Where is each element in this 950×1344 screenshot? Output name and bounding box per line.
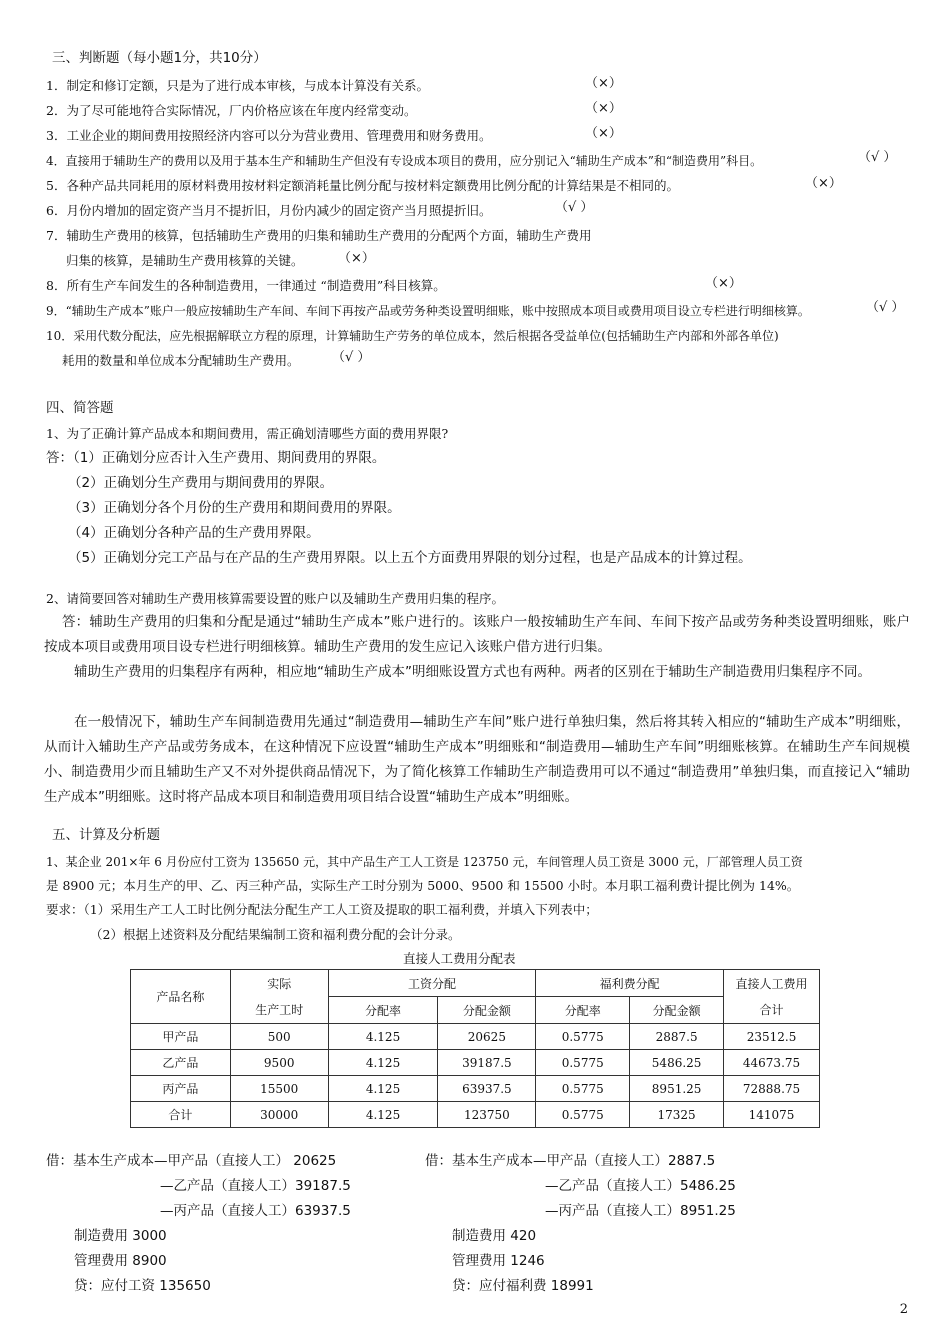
calc-requirement-2: （2）根据上述资料及分配结果编制工资和福利费分配的会计分录。 bbox=[90, 927, 461, 942]
answer2-paragraph-3: 在一般情况下，辅助生产车间制造费用先通过“制造费用—辅助生产车间”账户进行单独归集，然后将其转入相应的“辅助生产成本”明细账，从而计入辅助生产产品或劳务成本，在这种情况下应设置“辅助生产成本”明细账和“制造费用—辅助生产车间”明细账核算。在辅助生产车间规模小、制造费用少而且辅助生产又不对外提供商品情况下，为了简化核算工作辅助生产制造费用可以不通过“制造费用”单独归集，而直接记入“辅助生产成本”明细账。这时将产品成本项目和制造费用项目结合设置“辅助生产成本”明细账。 bbox=[44, 714, 910, 805]
judge-item-9: 9．“辅助生产成本”账户一般应按辅助生产车间、车间下再按产品或劳务种类设置明细账，账中按照成本项目或费用项目设立专栏进行明细核算。 bbox=[46, 304, 810, 318]
cell-total: 141075 bbox=[724, 1102, 820, 1128]
header-welfare-distribution: 福利费分配 bbox=[536, 970, 724, 997]
journal-right-6: 贷：应付福利费 18991 bbox=[452, 1278, 594, 1294]
judge-mark-8: （×） bbox=[705, 276, 742, 291]
judge-mark-9: （√ ） bbox=[866, 300, 905, 315]
calc-problem-line-2: 是 8900 元；本月生产的甲、乙、丙三种产品，实际生产工时分别为 5000、9500 和 15500 小时。本月职工福利费计提比例为 14%。 bbox=[46, 878, 800, 893]
answer2-paragraph-2: 辅助生产费用的归集程序有两种，相应地“辅助生产成本”明细账设置方式也有两种。两者的区别在于辅助生产制造费用归集程序不同。 bbox=[74, 664, 871, 680]
judge-item-10a: 10．采用代数分配法，应先根据解联立方程的原理，计算辅助生产劳务的单位成本，然后根据各受益单位(包括辅助生产内部和外部各单位) bbox=[46, 329, 779, 343]
header-actual-hours-line2: 生产工时 bbox=[255, 1002, 304, 1017]
cell-welfare-amount: 17325 bbox=[630, 1102, 724, 1128]
cell-welfare-amount: 2887.5 bbox=[630, 1024, 724, 1050]
page-number: 2 bbox=[899, 1302, 908, 1317]
judge-mark-2: （×） bbox=[585, 101, 622, 116]
cell-hours: 30000 bbox=[230, 1102, 328, 1128]
judge-item-4: 4．直接用于辅助生产的费用以及用于基本生产和辅助生产但没有专设成本项目的费用，应分别记入“辅助生产成本”和“制造费用”科目。 bbox=[46, 154, 763, 168]
header-total bbox=[724, 970, 820, 1024]
judge-mark-3: （×） bbox=[585, 126, 622, 141]
short-section-title: 四、简答题 bbox=[46, 400, 114, 416]
journal-left-5: 管理费用 8900 bbox=[74, 1253, 167, 1269]
journal-left-3: —丙产品（直接人工）63937.5 bbox=[160, 1203, 351, 1219]
judge-item-5: 5．各种产品共同耗用的原材料费用按材料定额消耗量比例分配与按材料定额费用比例分配的计算结果是不相同的。 bbox=[46, 178, 679, 193]
cell-total: 44673.75 bbox=[724, 1050, 820, 1076]
cell-product: 丙产品 bbox=[131, 1076, 231, 1102]
header-wage-rate: 分配率 bbox=[328, 997, 438, 1024]
cell-wage-amount: 39187.5 bbox=[438, 1050, 536, 1076]
cell-hours: 15500 bbox=[230, 1076, 328, 1102]
cell-product: 合计 bbox=[131, 1102, 231, 1128]
journal-right-2: —乙产品（直接人工）5486.25 bbox=[545, 1178, 736, 1194]
journal-right-5: 管理费用 1246 bbox=[452, 1253, 545, 1269]
cell-wage-amount: 123750 bbox=[438, 1102, 536, 1128]
header-actual-hours-line1: 实际 bbox=[267, 976, 292, 991]
cell-wage-amount: 63937.5 bbox=[438, 1076, 536, 1102]
judge-mark-4: （√ ） bbox=[858, 150, 897, 165]
table-caption: 直接人工费用分配表 bbox=[403, 951, 516, 966]
judge-item-8: 8．所有生产车间发生的各种制造费用，一律通过 “制造费用”科目核算。 bbox=[46, 278, 446, 293]
header-actual-hours bbox=[230, 970, 328, 1024]
cell-welfare-rate: 0.5775 bbox=[536, 1050, 630, 1076]
journal-right-1: 借：基本生产成本—甲产品（直接人工）2887.5 bbox=[425, 1153, 716, 1169]
cell-product: 乙产品 bbox=[131, 1050, 231, 1076]
judge-item-2: 2．为了尽可能地符合实际情况，厂内价格应该在年度内经常变动。 bbox=[46, 103, 417, 118]
header-total-line1: 直接人工费用 bbox=[735, 976, 808, 991]
cell-wage-rate: 4.125 bbox=[328, 1102, 438, 1128]
labor-cost-distribution-table bbox=[130, 969, 820, 1128]
judge-section-title: 三、判断题（每小题1分，共10分） bbox=[52, 50, 267, 66]
journal-right-4: 制造费用 420 bbox=[452, 1228, 537, 1244]
judge-mark-1: （×） bbox=[585, 76, 622, 91]
judge-item-6: 6．月份内增加的固定资产当月不提折旧，月份内减少的固定资产当月照提折旧。 bbox=[46, 203, 492, 218]
judge-item-1: 1．制定和修订定额，只是为了进行成本审核，与成本计算没有关系。 bbox=[46, 78, 429, 93]
cell-welfare-rate: 0.5775 bbox=[536, 1076, 630, 1102]
table-row bbox=[131, 1076, 820, 1102]
judge-mark-10: （√ ） bbox=[332, 350, 371, 365]
judge-item-7b: 归集的核算，是辅助生产费用核算的关键。 bbox=[66, 253, 304, 268]
journal-left-6: 贷：应付工资 135650 bbox=[74, 1278, 211, 1294]
judge-item-7a: 7．辅助生产费用的核算，包括辅助生产费用的归集和辅助生产费用的分配两个方面，辅助生产费用 bbox=[46, 228, 592, 243]
header-total-line2: 合计 bbox=[759, 1002, 784, 1017]
judge-mark-5: （×） bbox=[805, 176, 842, 191]
header-wage-distribution: 工资分配 bbox=[328, 970, 536, 997]
cell-total: 72888.75 bbox=[724, 1076, 820, 1102]
cell-welfare-amount: 8951.25 bbox=[630, 1076, 724, 1102]
short-question-2: 2、请简要回答对辅助生产费用核算需要设置的账户以及辅助生产费用归集的程序。 bbox=[46, 591, 504, 606]
short-question-1: 1、为了正确计算产品成本和期间费用，需正确划清哪些方面的费用界限? bbox=[46, 426, 449, 441]
journal-left-2: —乙产品（直接人工）39187.5 bbox=[160, 1178, 351, 1194]
journal-right-3: —丙产品（直接人工）8951.25 bbox=[545, 1203, 736, 1219]
judge-item-3: 3．工业企业的期间费用按照经济内容可以分为营业费用、管理费用和财务费用。 bbox=[46, 128, 492, 143]
calc-requirement-1: 要求：（1）采用生产工人工时比例分配法分配生产工人工资及提取的职工福利费，并填入下列表中； bbox=[46, 902, 598, 917]
judge-mark-7: （×） bbox=[338, 251, 375, 266]
calc-section-title: 五、计算及分析题 bbox=[52, 827, 160, 843]
cell-wage-rate: 4.125 bbox=[328, 1024, 438, 1050]
answer1-line-1: 答：（1）正确划分应否计入生产费用、期间费用的界限。 bbox=[46, 450, 386, 466]
judge-item-10b: 耗用的数量和单位成本分配辅助生产费用。 bbox=[62, 353, 300, 368]
header-wage-amount: 分配金额 bbox=[438, 997, 536, 1024]
header-welfare-amount: 分配金额 bbox=[630, 997, 724, 1024]
journal-left-1: 借：基本生产成本—甲产品（直接人工） 20625 bbox=[46, 1153, 337, 1169]
answer1-line-2: （2）正确划分生产费用与期间费用的界限。 bbox=[68, 475, 334, 491]
header-welfare-rate: 分配率 bbox=[536, 997, 630, 1024]
cell-welfare-rate: 0.5775 bbox=[536, 1102, 630, 1128]
cell-product: 甲产品 bbox=[131, 1024, 231, 1050]
judge-mark-6: （√ ） bbox=[555, 200, 594, 215]
table-row bbox=[131, 1024, 820, 1050]
table-row bbox=[131, 1050, 820, 1076]
calc-problem-line-1: 1、某企业 201×年 6 月份应付工资为 135650 元，其中产品生产工人工资是 123750 元，车间管理人员工资是 3000 元，厂部管理人员工资 bbox=[46, 855, 803, 869]
answer1-line-3: （3）正确划分各个月份的生产费用和期间费用的界限。 bbox=[68, 500, 401, 516]
header-product-name: 产品名称 bbox=[131, 970, 231, 1024]
journal-left-4: 制造费用 3000 bbox=[74, 1228, 167, 1244]
cell-hours: 9500 bbox=[230, 1050, 328, 1076]
cell-wage-rate: 4.125 bbox=[328, 1050, 438, 1076]
cell-hours: 500 bbox=[230, 1024, 328, 1050]
cell-welfare-amount: 5486.25 bbox=[630, 1050, 724, 1076]
answer2-paragraph-1: 答：辅助生产费用的归集和分配是通过“辅助生产成本”账户进行的。该账户一般按辅助生产车间、车间下按产品或劳务种类设置明细账，账户按成本项目或费用项目设专栏进行明细核算。辅助生产费用的发生应记入该账户借方进行归集。 bbox=[44, 614, 910, 655]
cell-total: 23512.5 bbox=[724, 1024, 820, 1050]
table-row-total bbox=[131, 1102, 820, 1128]
cell-wage-rate: 4.125 bbox=[328, 1076, 438, 1102]
answer1-line-5: （5）正确划分完工产品与在产品的生产费用界限。以上五个方面费用界限的划分过程，也是产品成本的计算过程。 bbox=[68, 550, 752, 566]
cell-wage-amount: 20625 bbox=[438, 1024, 536, 1050]
answer1-line-4: （4）正确划分各种产品的生产费用界限。 bbox=[68, 525, 320, 541]
cell-welfare-rate: 0.5775 bbox=[536, 1024, 630, 1050]
